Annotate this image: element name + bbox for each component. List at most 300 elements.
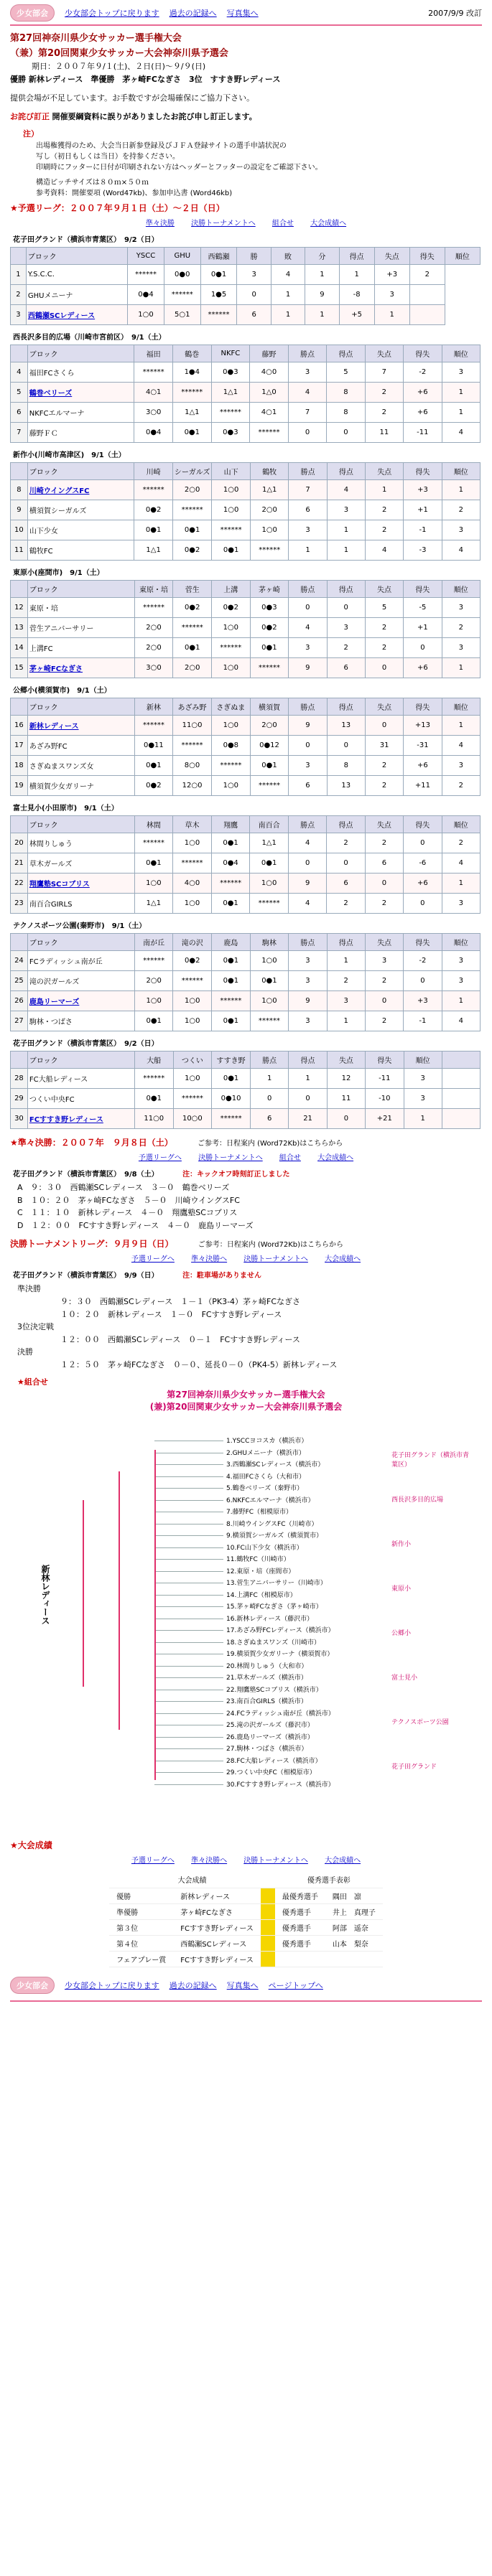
subnav-link[interactable]: 準々決勝へ	[191, 1857, 228, 1865]
header-cell: 敗	[271, 248, 305, 265]
final-notice: 注：駐車場がありません	[182, 1272, 262, 1280]
award-team: 西鶴瀬SCレディース	[173, 1935, 261, 1951]
score-cell: 1	[339, 265, 374, 285]
score-cell: 0	[289, 736, 327, 756]
final-ref[interactable]: ご参考：日程案内 (Word72Kb)はこちらから	[198, 1241, 344, 1250]
note-label: 注）	[23, 129, 39, 139]
score-cell: 2	[365, 618, 403, 638]
table-row	[11, 618, 481, 638]
score-cell: 3	[327, 618, 365, 638]
score-cell: 1○0	[128, 305, 164, 325]
score-cell: 6	[327, 874, 365, 894]
subnav-link[interactable]: 大会成績へ	[325, 1857, 361, 1865]
subnav-link[interactable]: 決勝トーナメントへ	[191, 220, 256, 228]
score-cell: 4	[366, 540, 404, 561]
team-name: 福田FCさくら	[27, 362, 134, 383]
award-row	[109, 1951, 383, 1967]
header-cell: 大船	[134, 1052, 173, 1069]
league-table	[10, 247, 481, 325]
score-cell: ******	[250, 658, 289, 678]
score-cell: 0●1	[200, 265, 237, 285]
subnav-link[interactable]: 決勝トーナメントへ	[243, 1255, 308, 1264]
header-cell: すすき野	[212, 1052, 251, 1069]
table-row	[11, 500, 481, 520]
photo-link[interactable]: 写真集へ	[226, 1980, 259, 1990]
score-cell: 3	[404, 1089, 442, 1109]
team-name[interactable]: 新林レディース	[27, 716, 134, 736]
award-rank: 第３位	[109, 1919, 173, 1935]
header-cell: 得点	[327, 934, 365, 951]
bracket-team: 25.滝の沢ガールズ（藤沢市）	[226, 1722, 314, 1730]
score-cell: -11	[404, 423, 442, 443]
team-name: さぎぬまスワンズ女	[27, 756, 134, 776]
combo-label: ★組合せ	[17, 1377, 48, 1387]
final-subnav	[10, 1252, 482, 1263]
score-cell: 2	[442, 618, 480, 638]
table-header-row	[11, 463, 481, 480]
header-cell: 勝点	[289, 934, 327, 951]
score-cell: ******	[200, 305, 237, 325]
header-cell	[11, 934, 28, 951]
row-number: 4	[11, 362, 28, 383]
subnav-link[interactable]: 組合せ	[279, 1154, 301, 1162]
score-cell: 4	[271, 265, 305, 285]
note-5: 参考資料：開催要項 (Word47kb)、参加申込書 (Word46kb)	[36, 189, 233, 197]
bracket-team: 16.新林レディース（藤沢市）	[226, 1615, 314, 1623]
score-cell: 6	[237, 305, 271, 325]
row-number: 5	[11, 383, 28, 403]
score-cell: 2	[365, 894, 403, 914]
team-name: FC大船レディース	[27, 1069, 134, 1089]
header-cell: 順位	[442, 934, 480, 951]
score-cell: 9	[289, 716, 327, 736]
league-table	[10, 345, 481, 443]
past-records-link[interactable]: 過去の記録へ	[169, 1980, 217, 1990]
score-cell: 11	[327, 1089, 365, 1109]
bracket-team: 30.FCすすき野レディース（横浜市）	[226, 1781, 335, 1789]
score-cell: 11	[365, 423, 403, 443]
header-cell: 勝点	[250, 1052, 288, 1069]
score-cell: -1	[404, 1011, 442, 1031]
header-cell: つくい	[173, 1052, 212, 1069]
score-cell: 0●2	[172, 540, 212, 561]
bracket-line	[154, 1500, 223, 1501]
header-cell	[11, 698, 28, 716]
score-cell: 8	[327, 403, 365, 423]
team-name: 藤野ＦＣ	[27, 423, 134, 443]
header-cell: 得失	[404, 345, 442, 362]
bottom-nav	[10, 1975, 482, 1996]
score-cell: 3	[404, 1069, 442, 1089]
score-cell: 3	[365, 951, 403, 971]
header-cell: 勝点	[289, 581, 327, 598]
bracket-line	[154, 1642, 223, 1643]
score-cell: 1○0	[250, 520, 289, 540]
row-number: 15	[11, 658, 28, 678]
league-table	[10, 1051, 481, 1129]
team-name: 山下少女	[27, 520, 134, 540]
score-cell: 0●1	[212, 971, 251, 991]
third-label: 3位決定戦	[17, 1322, 54, 1332]
score-cell: 0	[289, 1089, 327, 1109]
score-cell: +6	[404, 403, 442, 423]
score-cell: 0	[250, 1089, 288, 1109]
table-header-row	[11, 816, 481, 833]
league-venue: 西長沢多目的広場（川崎市宮前区） 9/1（土）	[13, 334, 166, 342]
score-cell: 1	[442, 658, 480, 678]
row-number: 20	[11, 833, 28, 853]
final-label: 決勝	[17, 1347, 33, 1357]
header-cell: 順位	[442, 698, 480, 716]
table-row	[11, 305, 481, 325]
score-cell: 2	[365, 403, 403, 423]
header-cell: 得失	[404, 698, 442, 716]
header-cell: 勝	[237, 248, 271, 265]
score-cell: 9	[289, 991, 327, 1011]
team-name[interactable]: 西鶴瀬SCレディース	[26, 305, 127, 325]
score-cell: 4	[288, 833, 326, 853]
subnav-link[interactable]: 大会成績へ	[317, 1154, 354, 1162]
row-number: 10	[11, 520, 28, 540]
awards-heading: ★大会成績	[10, 1840, 52, 1851]
award-team: 茅ヶ崎FCなぎさ	[173, 1903, 261, 1919]
award-player	[325, 1951, 383, 1967]
bracket-line	[154, 1595, 223, 1596]
score-cell: ******	[134, 480, 173, 500]
header-cell: 得点	[327, 463, 365, 480]
table-row	[11, 776, 481, 796]
row-number: 9	[11, 500, 28, 520]
top-nav	[10, 3, 482, 23]
score-cell	[409, 305, 445, 325]
bracket-team: 11.鶴牧FC（川崎市）	[226, 1556, 290, 1564]
table-row	[11, 951, 481, 971]
score-cell: 7	[288, 403, 326, 423]
score-cell: 2	[327, 971, 365, 991]
subnav-link[interactable]: 大会成績へ	[310, 220, 347, 228]
score-cell: 1	[327, 951, 365, 971]
photo-link[interactable]: 写真集へ	[226, 9, 259, 18]
score-cell: 1○0	[212, 618, 251, 638]
logo[interactable]: 少女部会	[10, 4, 55, 22]
score-cell: 2	[327, 833, 365, 853]
team-name[interactable]: 鶴巻ベリーズ	[27, 383, 134, 403]
header-cell: 失点	[365, 698, 403, 716]
score-cell: 1○0	[173, 991, 212, 1011]
table-row	[11, 853, 481, 874]
bracket-title: 第27回神奈川県少女サッカー選手権大会	[167, 1390, 325, 1400]
header-cell: 勝点	[288, 345, 326, 362]
row-number: 25	[11, 971, 28, 991]
score-cell: 0●0	[164, 265, 200, 285]
bracket-team: 14.上溝FC（相模原市）	[226, 1591, 297, 1599]
row-number: 2	[11, 285, 27, 305]
subnav-link[interactable]: 予選リーグへ	[131, 1857, 175, 1865]
team-name[interactable]: 翔鷹塾SCコブリス	[27, 874, 134, 894]
score-cell: 0	[327, 853, 365, 874]
team-name[interactable]: 鹿島リーマーズ	[27, 991, 134, 1011]
score-cell: 2	[365, 638, 403, 658]
header-cell	[11, 1052, 28, 1069]
header-cell: 滝の沢	[173, 934, 212, 951]
awards-table	[109, 1872, 383, 1967]
table-header-row	[11, 698, 481, 716]
score-cell: 12	[327, 1069, 365, 1089]
score-cell: ******	[211, 874, 250, 894]
table-row	[11, 1089, 481, 1109]
score-cell: 6	[250, 1109, 288, 1129]
score-cell: ******	[212, 638, 251, 658]
award-team: 新林レディース	[173, 1888, 261, 1903]
score-cell: 6	[289, 776, 327, 796]
score-cell: 6	[365, 853, 403, 874]
row-number: 12	[11, 598, 28, 618]
row-number: 21	[11, 853, 28, 874]
league-venue: 富士見小(小田原市) 9/1（土）	[13, 805, 119, 812]
team-name: 滝の沢ガールズ	[27, 971, 134, 991]
bracket-team: 28.FC大船レディース（横浜市）	[226, 1757, 322, 1765]
score-cell: ******	[250, 1011, 289, 1031]
bracket-team: 1.YSCCヨコスカ（横浜市）	[226, 1438, 308, 1446]
table-row	[11, 362, 481, 383]
score-cell: 1○0	[134, 874, 173, 894]
score-cell: 0	[404, 971, 442, 991]
bracket-venue: 花子田グランド	[391, 1764, 437, 1771]
subnav-link[interactable]: 準々決勝	[145, 220, 175, 228]
quarter-ref[interactable]: ご参考：日程案内 (Word72Kb)はこちらから	[197, 1140, 343, 1148]
score-cell: 3	[442, 362, 481, 383]
score-cell: +13	[404, 716, 442, 736]
semi-label: 準決勝	[17, 1284, 41, 1294]
score-cell: 31	[365, 736, 403, 756]
score-cell: 6	[289, 500, 327, 520]
match-line: C １１：１０ 新林レディース ４－０ 翔鷹塾SCコブリス	[17, 1208, 238, 1218]
table-header-row	[11, 581, 481, 598]
score-cell: 4	[288, 383, 326, 403]
score-cell: 3	[289, 520, 327, 540]
award-prize: 最優秀選手	[275, 1888, 325, 1903]
subnav-link[interactable]: 大会成績へ	[325, 1255, 361, 1264]
award-row	[109, 1903, 383, 1919]
score-cell: 0●1	[250, 756, 289, 776]
header-cell	[11, 581, 28, 598]
score-cell: +3	[404, 991, 442, 1011]
award-prize: 優秀選手	[275, 1935, 325, 1951]
final-matches	[17, 1283, 482, 1388]
score-cell: +1	[404, 500, 442, 520]
score-cell: 1○0	[134, 991, 173, 1011]
bracket-team: 10.FC山下少女（横浜市）	[226, 1544, 303, 1552]
team-name[interactable]: 川崎ウイングスFC	[27, 480, 134, 500]
score-cell: 2○0	[134, 638, 173, 658]
score-cell: 4○0	[173, 874, 212, 894]
score-cell: -6	[404, 853, 442, 874]
score-cell: ******	[134, 833, 173, 853]
bracket-venue: 新作小	[391, 1541, 412, 1549]
team-name: 草木ガールズ	[27, 853, 134, 874]
score-cell: 0	[288, 423, 326, 443]
score-cell: ******	[250, 423, 289, 443]
score-cell: 13	[327, 716, 365, 736]
bracket-team: 3.西鶴瀬SCレディース（横浜市）	[226, 1461, 325, 1469]
table-row	[11, 971, 481, 991]
team-name[interactable]: 茅ヶ崎FCなぎさ	[27, 658, 134, 678]
subnav-link[interactable]: 予選リーグへ	[138, 1154, 182, 1162]
home-link[interactable]: 少女部会トップに戻ります	[65, 9, 159, 18]
league-venue: テクノスポーツ公園(秦野市) 9/1（土）	[13, 922, 147, 930]
score-cell: 1	[289, 540, 327, 561]
home-link[interactable]: 少女部会トップに戻ります	[65, 1980, 159, 1990]
row-number: 13	[11, 618, 28, 638]
score-cell: 4	[442, 1011, 480, 1031]
bracket-line	[154, 1737, 223, 1738]
score-cell: 1○0	[173, 894, 212, 914]
header-cell: 鹿島	[212, 934, 251, 951]
subnav-link[interactable]: 決勝トーナメントへ	[198, 1154, 263, 1162]
score-cell: 2○0	[250, 500, 289, 520]
awards-col-left: 大会成績	[109, 1872, 275, 1888]
bracket-champion: 新林レディース	[40, 1565, 50, 1626]
subnav-link[interactable]: 予選リーグへ	[131, 1255, 175, 1264]
league-venue: 花子田グランド（横浜市青葉区） 9/2（日）	[13, 236, 159, 244]
bracket-team: 18.さぎぬまスワンズ（川崎市）	[226, 1639, 321, 1647]
score-cell: 0●2	[250, 618, 289, 638]
header-cell: 失点	[365, 934, 403, 951]
row-number: 23	[11, 894, 28, 914]
score-cell: 3	[442, 598, 480, 618]
score-cell: 2○0	[173, 658, 212, 678]
score-cell: 0	[327, 598, 365, 618]
quarter-heading	[10, 1136, 482, 1148]
bracket-team: 19.横須賀少女ガリーナ（横須賀市）	[226, 1651, 334, 1659]
bracket-team: 26.鹿島リーマーズ（横浜市）	[226, 1733, 314, 1741]
header-cell	[11, 816, 28, 833]
header-cell: 横須賀	[250, 698, 289, 716]
score-cell: 0●1	[134, 853, 173, 874]
period-text: 期日：２００７年９/１(土)、２日(日)～９/９(日)	[32, 62, 206, 71]
score-cell: 2	[365, 756, 403, 776]
score-cell: +6	[404, 874, 442, 894]
header-cell: 順位	[442, 816, 480, 833]
score-cell: +5	[339, 305, 374, 325]
subnav-link[interactable]: 組合せ	[271, 220, 294, 228]
final-heading: 決勝トーナメントリーグ：９月９日（日） ご参考：日程案内 (Word72Kb)はこちらから	[10, 1239, 344, 1250]
table-row	[11, 991, 481, 1011]
bracket-line	[154, 1772, 223, 1773]
score-cell: 4	[442, 423, 481, 443]
score-cell: 3	[442, 638, 480, 658]
score-cell: 1	[404, 1109, 442, 1129]
score-cell: 2	[442, 833, 480, 853]
bracket-team: 22.翔鷹塾SCコブリス（横浜市）	[226, 1686, 322, 1694]
logo[interactable]: 少女部会	[10, 1977, 55, 1994]
header-cell: 上溝	[212, 581, 251, 598]
header-cell: 得点	[327, 816, 365, 833]
header-cell: ブロック	[26, 248, 127, 265]
score-cell: 1	[305, 305, 339, 325]
score-cell: 7	[289, 480, 327, 500]
note-3: 印刷時にフッターに日付が印刷されない方はヘッダーとフッターの設定をご確認下さい。	[36, 164, 322, 172]
score-cell: 2○0	[250, 716, 289, 736]
past-records-link[interactable]: 過去の記録へ	[169, 9, 217, 18]
row-number: 3	[11, 305, 27, 325]
table-row	[11, 833, 481, 853]
score-cell: ******	[173, 1089, 212, 1109]
header-cell	[11, 345, 28, 362]
score-cell: ******	[173, 971, 212, 991]
score-cell: 1△1	[134, 540, 173, 561]
league-table	[10, 698, 481, 796]
table-row	[11, 1069, 481, 1089]
score-cell: 0●4	[134, 423, 173, 443]
header-cell: 得点	[339, 248, 374, 265]
subnav-link[interactable]: 準々決勝へ	[191, 1255, 228, 1264]
score-cell: 0	[365, 991, 403, 1011]
table-row	[11, 874, 481, 894]
score-cell: 8○0	[173, 756, 212, 776]
league-table	[10, 580, 481, 678]
score-cell: 0●2	[173, 951, 212, 971]
semi-1: ９：３０ 西鶴瀬SCレディース １－１（PK3-4）茅ヶ崎FCなぎさ	[60, 1296, 301, 1306]
score-cell: 2○0	[134, 971, 173, 991]
header-cell: 順位	[404, 1052, 442, 1069]
score-cell: 0	[365, 874, 403, 894]
score-cell: 1△1	[134, 894, 173, 914]
page-top-link[interactable]: ページトップへ	[268, 1980, 323, 1990]
score-cell: 4	[288, 894, 326, 914]
header-cell: 順位	[442, 463, 480, 480]
header-cell: 得失	[404, 581, 442, 598]
header-cell: 得失	[404, 816, 442, 833]
score-cell: 5	[365, 598, 403, 618]
subnav-link[interactable]: 決勝トーナメントへ	[243, 1857, 308, 1865]
score-cell: 0	[327, 423, 365, 443]
score-cell: 1	[250, 1069, 288, 1089]
quarter-venue: 花子田グランド（横浜市青葉区） 9/8（土） 注：キックオフ時刻訂正しました	[13, 1171, 290, 1179]
notes	[10, 128, 482, 199]
table-row	[11, 480, 481, 500]
header-cell: 茅ヶ崎	[250, 581, 289, 598]
header-cell: ブロック	[27, 345, 134, 362]
score-cell: 0●1	[212, 540, 251, 561]
final-match: １２：５０ 茅ヶ崎FCなぎさ ０－０、延長０－０（PK4-5）新林レディース	[60, 1359, 338, 1369]
divider	[10, 2000, 482, 2002]
bracket	[11, 1421, 481, 1830]
table-header-row	[11, 345, 481, 362]
table-row	[11, 265, 481, 285]
award-prize: 優秀選手	[275, 1903, 325, 1919]
table-row	[11, 658, 481, 678]
table-row	[11, 403, 481, 423]
team-name[interactable]: FCすすき野レディース	[27, 1109, 134, 1129]
score-cell: 2	[327, 638, 365, 658]
league-venue: 新作小(川崎市高津区) 9/1（土）	[13, 451, 126, 459]
score-cell: 5○1	[164, 305, 200, 325]
score-cell: 21	[289, 1109, 327, 1129]
team-name: 横須賀少女ガリーナ	[27, 776, 134, 796]
score-cell: 9	[305, 285, 339, 305]
score-cell: ******	[173, 618, 212, 638]
score-cell: +21	[366, 1109, 404, 1129]
score-cell: 2	[442, 500, 480, 520]
score-cell: -2	[404, 951, 442, 971]
bracket-team: 13.菅生アニバーサリー（川崎市）	[226, 1580, 327, 1588]
score-cell: 4	[442, 736, 480, 756]
bracket-venue: テクノスポーツ公園	[391, 1719, 449, 1727]
league-table	[10, 933, 481, 1031]
medal-icon	[261, 1888, 275, 1903]
bracket-line	[154, 1748, 223, 1749]
